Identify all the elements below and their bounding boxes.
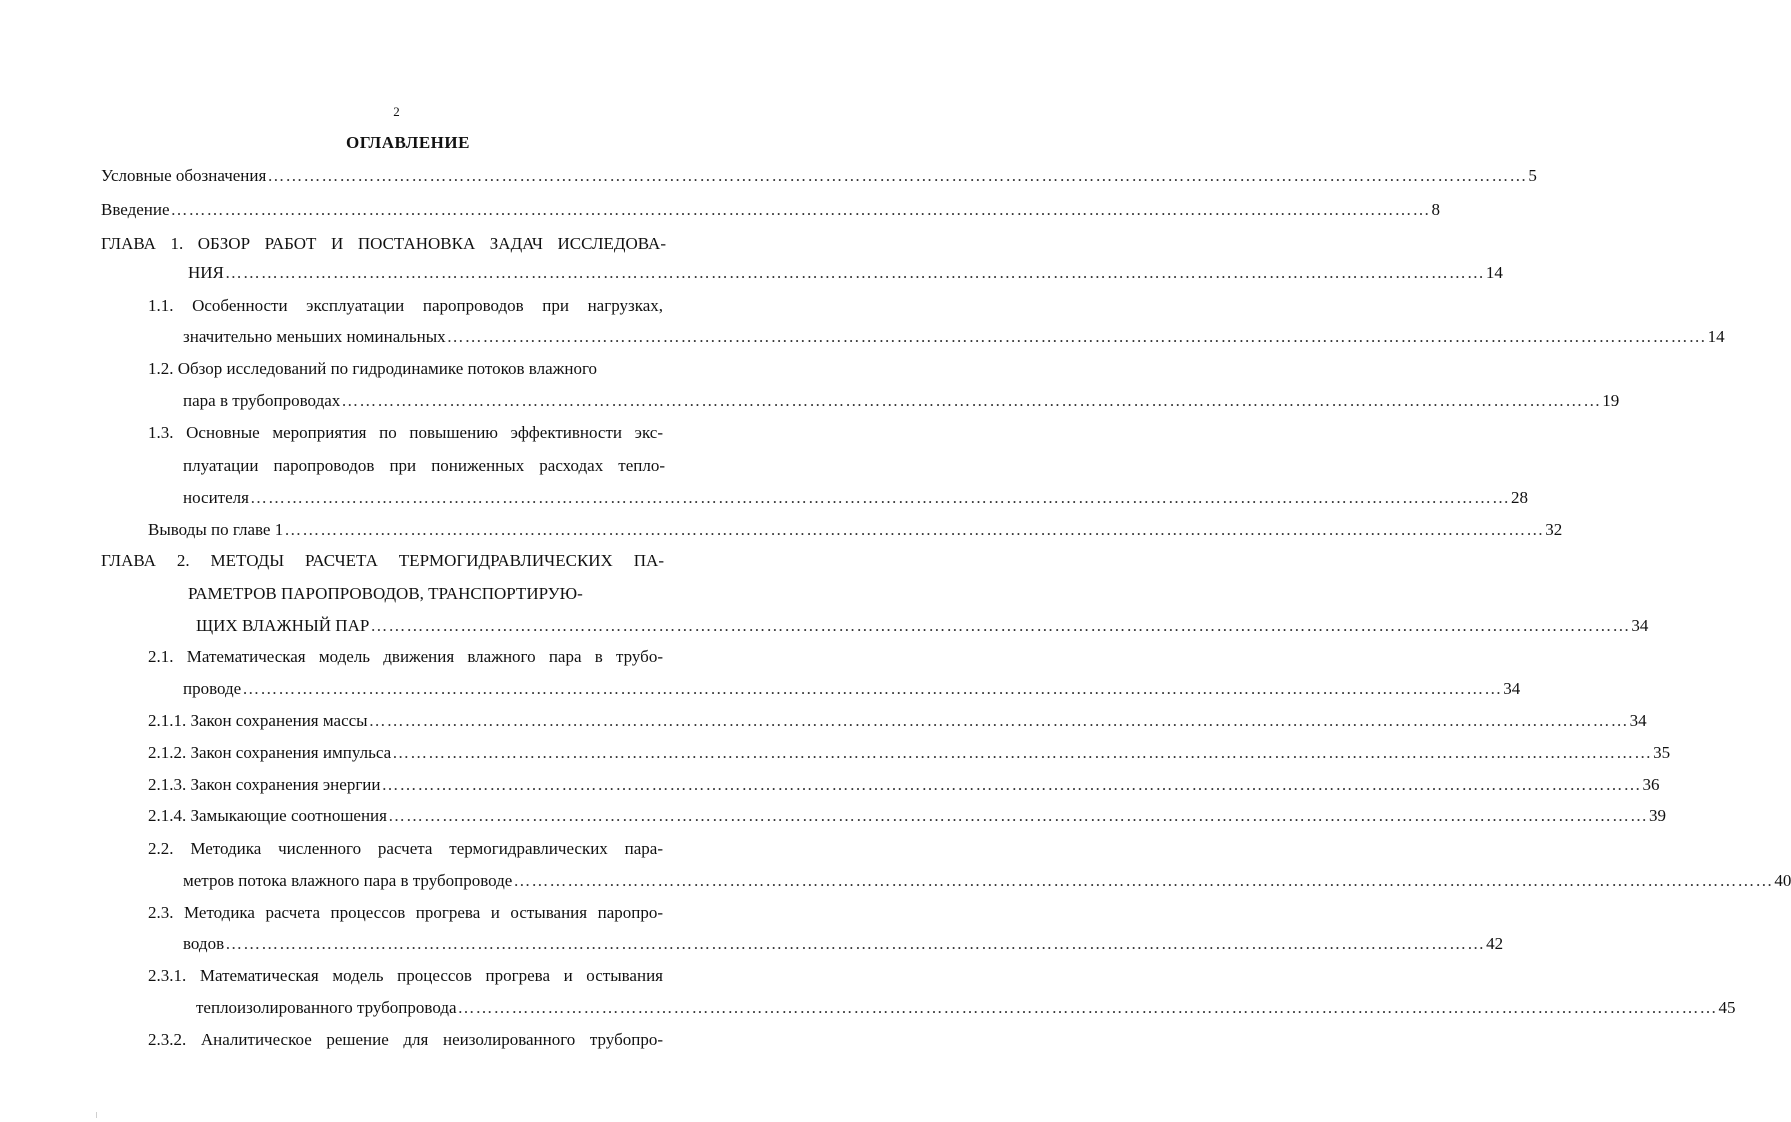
page-title: ОГЛАВЛЕНИЕ xyxy=(346,133,470,152)
toc-page-number: 36 xyxy=(1642,775,1660,794)
toc-section-line: 2.3.1. Математическая модель процессов прогрева и остывания xyxy=(148,966,663,985)
toc-section-line: 2.1. Математическая модель движения влажного пара в трубо- xyxy=(148,647,663,666)
toc-section-line: 1.2. Обзор исследований по гидродинамике потоков влажного xyxy=(148,359,598,378)
toc-leader: ………………………………………………………………………………………………………………………………………………………………………………………… xyxy=(284,520,1545,539)
toc-leader: ………………………………………………………………………………………………………………………………………………………………………………………… xyxy=(446,327,1707,346)
toc-section-line: 1.1. Особенности эксплуатации паропроводов при нагрузках, xyxy=(148,296,663,315)
toc-leader: ………………………………………………………………………………………………………………………………………………………………………………………… xyxy=(368,711,1629,730)
toc-page-number: 14 xyxy=(1485,263,1503,282)
toc-page-number: 28 xyxy=(1510,488,1528,507)
toc-leader: ………………………………………………………………………………………………………………………………………………………………………………………… xyxy=(457,998,1718,1017)
toc-page-number: 39 xyxy=(1648,806,1666,825)
toc-entry-text: значительно меньших номинальных xyxy=(183,327,446,346)
toc-entry-text: водов xyxy=(183,934,225,953)
toc-entry xyxy=(183,487,1528,509)
toc-page-number: 32 xyxy=(1545,520,1563,539)
toc-section-line: 2.2. Методика численного расчета термогидравлических пара- xyxy=(148,839,663,858)
toc-page-number: 45 xyxy=(1718,998,1736,1017)
toc-entry xyxy=(148,519,1563,541)
toc-page-number: 40 xyxy=(1774,871,1791,890)
toc-entry-text: носителя xyxy=(183,488,249,507)
toc-page-number: 35 xyxy=(1653,743,1671,762)
toc-leader: ………………………………………………………………………………………………………………………………………………………………………………………… xyxy=(242,679,1503,698)
toc-entry xyxy=(183,933,1504,955)
toc-section-line: 2.3. Методика расчета процессов прогрева и остывания паропро- xyxy=(148,903,663,922)
toc-page-number: 5 xyxy=(1528,166,1537,185)
toc-leader: ………………………………………………………………………………………………………………………………………………………………………………………… xyxy=(224,263,1485,282)
toc-page-number: 14 xyxy=(1707,327,1725,346)
toc-leader: ………………………………………………………………………………………………………………………………………………………………………………………… xyxy=(370,616,1631,635)
toc-entry-text: Условные обозначения xyxy=(101,166,267,185)
toc-page-number: 34 xyxy=(1503,679,1521,698)
toc-entry xyxy=(148,742,1671,764)
toc-entry xyxy=(183,870,1791,892)
toc-leader: ………………………………………………………………………………………………………………………………………………………………………………………… xyxy=(381,775,1642,794)
toc-page-number: 34 xyxy=(1629,711,1647,730)
toc-entry-text: 2.1.3. Закон сохранения энергии xyxy=(148,775,381,794)
toc-leader: ………………………………………………………………………………………………………………………………………………………………………………………… xyxy=(170,200,1431,219)
toc-entry-text: НИЯ xyxy=(188,263,224,282)
toc-chapter-heading: ГЛАВА 2. МЕТОДЫ РАСЧЕТА ТЕРМОГИДРАВЛИЧЕСКИХ ПА- xyxy=(101,551,664,570)
toc-entry-text: проводе xyxy=(183,679,242,698)
toc-page-number: 42 xyxy=(1486,934,1504,953)
toc-entry xyxy=(183,390,1620,412)
toc-entry xyxy=(148,710,1647,732)
scan-artifact xyxy=(96,1112,97,1118)
toc-chapter-heading: РАМЕТРОВ ПАРОПРОВОДОВ, ТРАНСПОРТИРУЮ- xyxy=(188,584,583,603)
toc-entry xyxy=(196,997,1736,1019)
toc-entry-text: ЩИХ ВЛАЖНЫЙ ПАР xyxy=(196,616,370,635)
toc-entry xyxy=(148,774,1660,796)
toc-entry xyxy=(196,615,1649,637)
toc-leader: ………………………………………………………………………………………………………………………………………………………………………………………… xyxy=(513,871,1774,890)
toc-entry xyxy=(183,326,1725,348)
toc-leader: ………………………………………………………………………………………………………………………………………………………………………………………… xyxy=(249,488,1510,507)
toc-entry xyxy=(101,165,1537,187)
toc-entry-text: 2.1.2. Закон сохранения импульса xyxy=(148,743,392,762)
toc-page-number: 8 xyxy=(1431,200,1441,219)
toc-page-number: 19 xyxy=(1602,391,1620,410)
toc-entry-text: пара в трубопроводах xyxy=(183,391,341,410)
toc-entry-text: 2.1.4. Замыкающие соотношения xyxy=(148,806,387,825)
toc-leader: ………………………………………………………………………………………………………………………………………………………………………………………… xyxy=(267,166,1528,185)
toc-chapter-heading: ГЛАВА 1. ОБЗОР РАБОТ И ПОСТАНОВКА ЗАДАЧ ИССЛЕДОВА- xyxy=(101,234,666,253)
toc-section-line: 1.3. Основные мероприятия по повышению эффективности экс- xyxy=(148,423,663,442)
toc-entry-text: метров потока влажного пара в трубопроводе xyxy=(183,871,513,890)
toc-entry-text: теплоизолированного трубопровода xyxy=(196,998,457,1017)
toc-leader: ………………………………………………………………………………………………………………………………………………………………………………………… xyxy=(392,743,1653,762)
toc-section-line: 2.3.2. Аналитическое решение для неизолированного трубопро- xyxy=(148,1030,663,1049)
toc-page-number: 34 xyxy=(1631,616,1649,635)
toc-entry-text: Выводы по главе 1 xyxy=(148,520,284,539)
toc-entry xyxy=(188,262,1503,284)
toc-entry-text: Введение xyxy=(101,200,170,219)
toc-entry xyxy=(101,199,1441,221)
page-number: 2 xyxy=(393,104,400,119)
toc-entry-text: 2.1.1. Закон сохранения массы xyxy=(148,711,368,730)
toc-entry xyxy=(183,678,1521,700)
toc-leader: ………………………………………………………………………………………………………………………………………………………………………………………… xyxy=(387,806,1648,825)
toc-section-line: плуатации паропроводов при пониженных расходах тепло- xyxy=(183,456,665,475)
toc-leader: ………………………………………………………………………………………………………………………………………………………………………………………… xyxy=(225,934,1486,953)
toc-entry xyxy=(148,805,1666,827)
toc-leader: ………………………………………………………………………………………………………………………………………………………………………………………… xyxy=(341,391,1602,410)
